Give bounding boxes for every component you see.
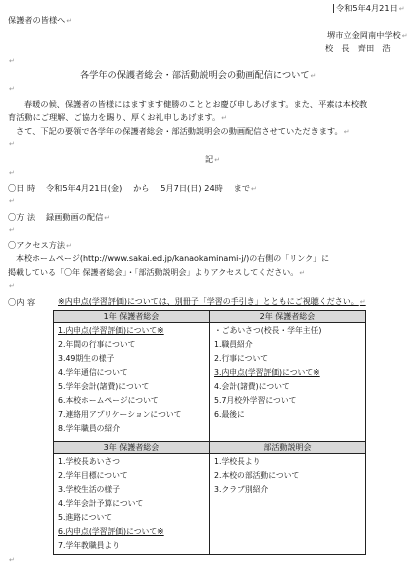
grade2-item: 1.職員紹介 — [214, 340, 253, 349]
club-item: 1.学校長より — [214, 457, 261, 466]
schedule-line: 〇日 時 令和5年4月21日(金) から 5月7日(日) 24時 まで↵ — [8, 183, 257, 193]
ki-heading: 記↵ — [205, 154, 221, 164]
content-table — [53, 310, 366, 555]
grade3-item: 2.学年目標について — [58, 471, 128, 480]
empty-line-mark: ↵ — [9, 226, 15, 234]
principal-name: 校 長 齊田 浩 — [325, 43, 391, 53]
method-line: 〇方 法 録画動画の配信↵ — [8, 212, 111, 222]
greeting-paragraph-line1: 春暖の候、保護者の皆様にはますます健勝のこととお慶び申しあげます。また、平素は本校教 — [24, 99, 368, 109]
grade2-cell — [210, 311, 365, 441]
greeting-paragraph-line2: 育活動にご理解、ご協力を賜り、厚くお礼申しあげます。↵ — [8, 112, 228, 122]
grade2-item: 4.会計(諸費)について — [214, 382, 290, 391]
letter-date: 令和5年4月21日↵ — [333, 4, 405, 13]
club-title: 部活動説明会 — [210, 442, 365, 454]
grade3-item: 3.学校生活の様子 — [58, 485, 121, 494]
empty-line-mark: ↵ — [9, 57, 15, 65]
grade3-item: 5.進路について — [58, 513, 113, 522]
school-name: 堺市立金岡南中学校↵ — [327, 30, 408, 40]
grade2-item: 2.行事について — [214, 354, 269, 363]
grade2-item: 3.内申点(学習評価)について※ — [214, 368, 320, 377]
grade1-item: 2.年間の行事について — [58, 340, 136, 349]
addressee: 保護者の皆様へ↵ — [8, 15, 73, 25]
grade2-item: 5.7月校外学習について — [214, 396, 297, 405]
empty-line-mark: ↵ — [9, 85, 15, 93]
empty-line-mark: ↵ — [9, 556, 15, 564]
grade3-title: 3年 保護者総会 — [54, 442, 209, 454]
grade3-item: 7.学年教職員より — [58, 541, 121, 550]
content-label: 〇内 容 — [8, 297, 36, 307]
grade1-item: 4.学年通信について — [58, 368, 128, 377]
club-item: 3.クラブ別紹介 — [214, 485, 269, 494]
empty-line-mark: ↵ — [9, 169, 15, 177]
grade1-item: 3.49期生の様子 — [58, 354, 115, 363]
intro-paragraph: さて、下記の要領で各学年の保護者総会・部活動説明会の動画配信させていただきます。↵ — [16, 126, 350, 136]
club-item: 2.本校の部活動について — [214, 471, 300, 480]
access-line2: 掲載している「〇年 保護者総会」・「部活動説明会」よりアクセスしてください。↵ — [8, 268, 306, 277]
access-line1: 本校ホームページ(http://www.sakai.ed.jp/kanaokaminami-j/)の右側の「リンク」に — [16, 254, 330, 263]
grade3-cell — [54, 442, 209, 554]
grade2-item: 6.最後に — [214, 410, 245, 419]
grade1-cell — [54, 311, 209, 441]
grade2-title: 2年 保護者総会 — [210, 311, 365, 323]
grade1-item: 8.学年職員の紹介 — [58, 424, 121, 433]
empty-line-mark: ↵ — [9, 140, 15, 148]
content-note: ※内申点(学習評価)については、別冊子「学習の手引き」とともにご視聴ください。↵ — [58, 297, 366, 306]
grade3-item: 4.学年会計予算について — [58, 499, 144, 508]
grade2-item: ・ごあいさつ(校長・学年主任) — [214, 326, 322, 335]
empty-line-mark: ↵ — [9, 197, 15, 205]
grade3-item: 6.内申点(学習評価)について※ — [58, 527, 164, 536]
grade1-item: 1.内申点(学習評価)について※ — [58, 326, 164, 335]
club-cell — [210, 442, 365, 554]
grade3-item: 1.学校長あいさつ — [58, 457, 121, 466]
grade1-item: 5.学年会計(諸費)について — [58, 382, 150, 391]
access-label: 〇アクセス方法↵ — [8, 240, 72, 250]
grade1-item: 6.本校ホームページについて — [58, 396, 159, 405]
grade1-title: 1年 保護者総会 — [54, 311, 209, 323]
grade1-item: 7.連絡用アプリケーションについて — [58, 410, 182, 419]
empty-line-mark: ↵ — [9, 282, 15, 290]
letter-title: 各学年の保護者総会・部活動説明会の動画配信について↵ — [80, 70, 317, 81]
